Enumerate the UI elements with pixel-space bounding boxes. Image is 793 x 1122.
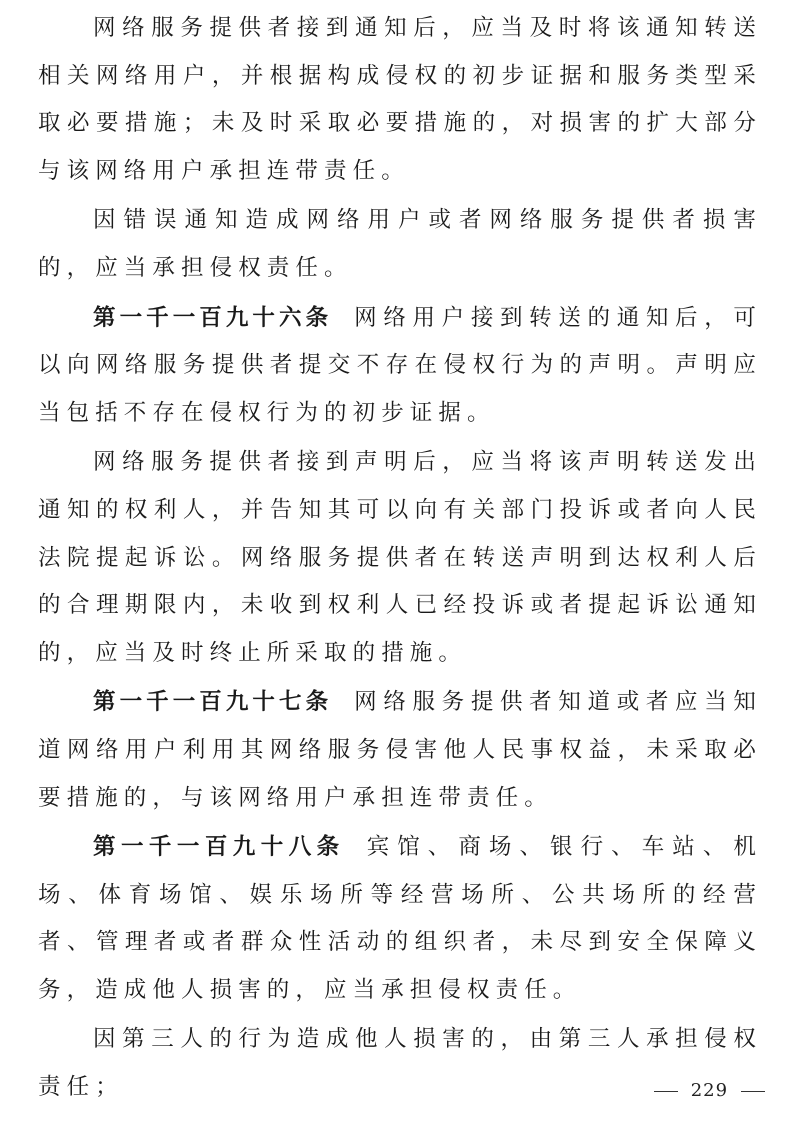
paragraph [38, 197, 762, 292]
paragraph [38, 439, 762, 677]
paragraph-text: 因第三人的行为造成他人损害的，由第三人承担侵权责任； [38, 1026, 762, 1101]
article-number: 第一千一百九十八条 [93, 834, 345, 861]
paragraph-text: 宾馆、商场、银行、车站、机场、体育场馆、娱乐场所等经营场所、公共场所的经营者、管理者或者群众性活动的组织者，未尽到安全保障义务，造成他人损害的，应当承担侵权责任。 [38, 834, 762, 1003]
paragraph [38, 679, 762, 822]
article-number: 第一千一百九十七条 [93, 689, 333, 716]
paragraph-text: 网络服务提供者接到通知后，应当及时将该通知转送相关网络用户，并根据构成侵权的初步证据和服务类型采取必要措施；未及时采取必要措施的，对损害的扩大部分与该网络用户承担连带责任。 [38, 15, 762, 184]
footer-dash-left [654, 1091, 678, 1092]
paragraph-text: 因错误通知造成网络用户或者网络服务提供者损害的，应当承担侵权责任。 [38, 207, 762, 281]
footer-dash-right [741, 1091, 765, 1092]
paragraph [38, 824, 762, 1014]
document-page [38, 5, 762, 1114]
page-number: 229 [690, 1080, 729, 1101]
paragraph [38, 295, 762, 438]
paragraph-text: 网络用户接到转送的通知后，可以向网络服务提供者提交不存在侵权行为的声明。声明应当包括不存在侵权行为的初步证据。 [38, 304, 762, 426]
paragraph-text: 网络服务提供者知道或者应当知道网络用户利用其网络服务侵害他人民事权益，未采取必要措施的，与该网络用户承担连带责任。 [38, 689, 762, 811]
page-footer [648, 1080, 771, 1101]
article-number: 第一千一百九十六条 [93, 304, 333, 331]
paragraph-text: 网络服务提供者接到声明后，应当将该声明转送发出通知的权利人，并告知其可以向有关部门投诉或者向人民法院提起诉讼。网络服务提供者在转送声明到达权利人后的合理期限内，未收到权利人已经投诉或者提起诉讼通知的，应当及时终止所采取的措施。 [38, 449, 762, 666]
paragraph [38, 5, 762, 195]
